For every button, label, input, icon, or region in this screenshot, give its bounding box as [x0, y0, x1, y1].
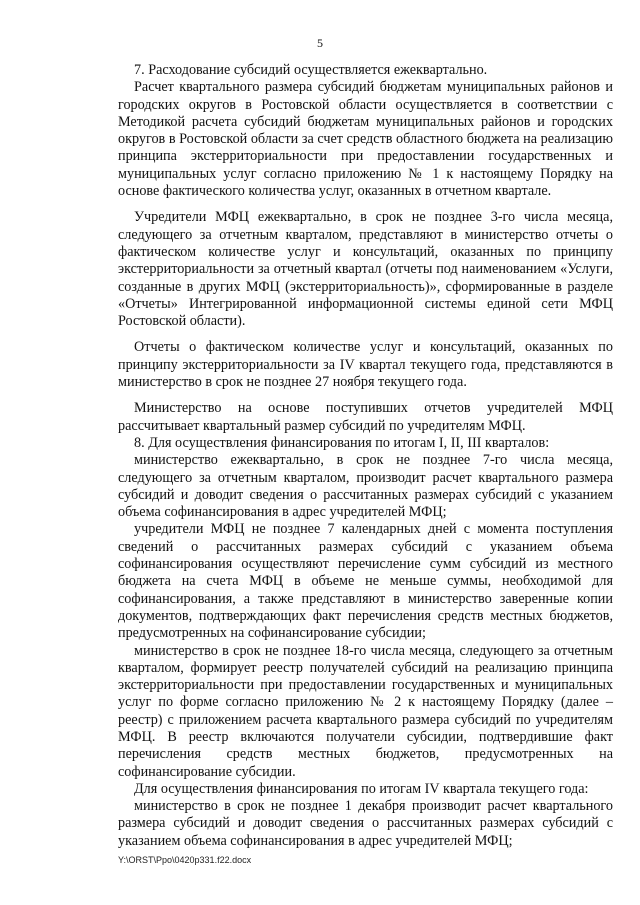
- paragraph-ministry-quarterly: министерство ежеквартально, в срок не позднее 7-го числа месяца, следующего за отчетным кварталом, производит расчет квартального размера субсидий и доводит сведения о рассчитанных размерах субсидий с указанием объема софинансирования в адрес учредителей МФЦ;: [118, 452, 613, 521]
- paragraph-ministry-december: министерство в срок не позднее 1 декабря производит расчет квартального размера субсидий и доводит сведения о рассчитанных размерах субсидий с указанием объема софинансирования в адрес учредителей МФЦ;: [118, 798, 613, 849]
- page-number: 5: [317, 36, 323, 50]
- paragraph-founders-reports: Учредители МФЦ ежеквартально, в срок не позднее 3-го числа месяца, следующего за отчетным кварталом, представляют в министерство отчеты о фактическом количестве услуг и консультаций, оказанных по принципу экстерриториальности за отчетный квартал (отчеты под наименованием «Услуги, созданные в других МФЦ (экстерриториальность)», сформированные в разделе «Отчеты» Интегрированной информационной системы единой сети МФЦ Ростовской области).: [118, 209, 613, 330]
- paragraph-7-heading: 7. Расходование субсидий осуществляется ежеквартально.: [134, 62, 488, 78]
- paragraph-q4-financing: Для осуществления финансирования по итогам IV квартала текущего года:: [134, 780, 589, 797]
- paragraph-q4-reports: Отчеты о фактическом количестве услуг и консультаций, оказанных по принципу экстерриториальности за IV квартал текущего года, представляются в министерство в срок не позднее 27 ноября текущего года.: [118, 339, 613, 391]
- paragraph-founders-transfer: учредители МФЦ не позднее 7 календарных дней с момента поступления сведений о рассчитанных размерах субсидий с указанием объема софинансирования осуществляют перечисление сумм субсидий из местного бюджета на счета МФЦ в объеме не меньше суммы, необходимой для софинансирования, а также представляют в министерство заверенные копии документов, подтверждающих факт перечисления средств местных бюджетов, предусмотренных на софинансирование субсидии;: [118, 521, 613, 642]
- footer-file-path: Y:\ORST\Ppo\0420p331.f22.docx: [118, 855, 252, 865]
- paragraph-subsidy-calculation: Расчет квартального размера субсидий бюджетам муниципальных районов и городских округов в Ростовской области осуществляется в соответствии с Методикой расчета субсидий бюджетам муниципальных районов и городских округов в Ростовской области за счет средств областного бюджета на реализацию принципа экстерриториальности при предоставлении государственных и муниципальных услуг согласно приложению № 1 к настоящему Порядку на основе фактического количества услуг, оказанных в отчетном квартале.: [118, 79, 613, 200]
- document-body: [118, 62, 613, 850]
- paragraph-ministry-calculates: Министерство на основе поступивших отчетов учредителей МФЦ рассчитывает квартальный размер субсидий по учредителям МФЦ.: [118, 400, 613, 434]
- paragraph-ministry-registry: министерство в срок не позднее 18-го числа месяца, следующего за отчетным кварталом, формирует реестр получателей субсидий на реализацию принципа экстерриториальности при предоставлении государственных и муниципальных услуг по форме согласно приложению № 2 к настоящему Порядку (далее – реестр) с приложением расчета квартального размера субсидий по учредителям МФЦ. В реестр включаются получатели субсидии, подтвердившие факт перечисления средств местных бюджетов, предусмотренных на софинансирование субсидии.: [118, 642, 613, 780]
- paragraph-8-heading: 8. Для осуществления финансирования по итогам I, II, III кварталов:: [134, 434, 550, 451]
